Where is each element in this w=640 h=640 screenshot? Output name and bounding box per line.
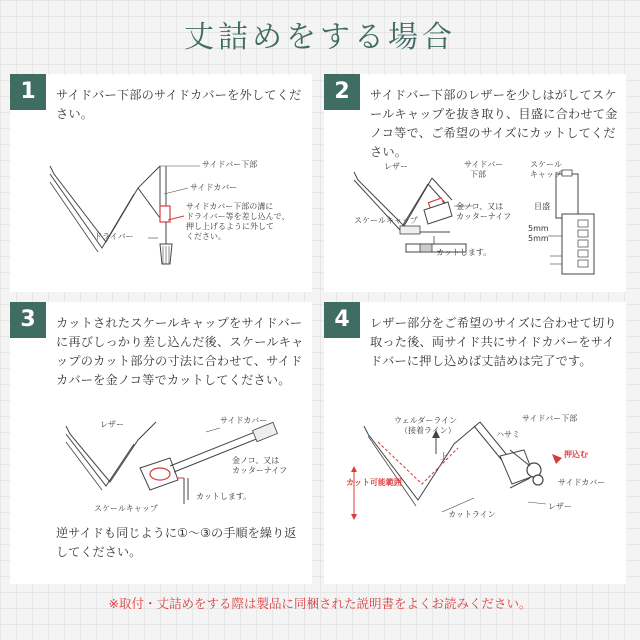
label-saw-1: 金ノコ、又は — [456, 202, 504, 211]
label-push-in: 押込む — [564, 450, 588, 459]
label-scale-cap-inline: スケールキャップ — [354, 216, 418, 225]
label-sidebar-bottom: サイドバー下部 — [202, 160, 258, 169]
label-cut-range: カット可能範囲 — [346, 478, 402, 487]
step-number: 1 — [10, 74, 46, 110]
label-welder-line-1: ウェルダーライン — [394, 416, 458, 425]
step-number: 2 — [324, 74, 360, 110]
step-1-illustration — [10, 160, 312, 284]
label-side-cover: サイドカバー — [558, 478, 606, 487]
step-card-1 — [10, 74, 312, 292]
label-sidebar-bottom-2: 下部 — [470, 170, 486, 179]
label-saw-2: カッターナイフ — [456, 212, 512, 221]
label-saw-2: カッターナイフ — [232, 466, 288, 475]
step-instruction: レザー部分をご希望のサイズに合わせて切り取った後、両サイド共にサイドカバーをサイドバーに押し込めば丈詰めは完了です。 — [370, 316, 617, 368]
label-scissors: ハサミ — [496, 430, 520, 439]
label-scale: 目盛 — [534, 202, 550, 211]
label-note-line2: ドライバー等を差し込んで、 — [186, 212, 290, 221]
label-sidebar-bottom-1: サイドバー — [464, 160, 504, 169]
label-screwdriver: ドライバー — [94, 232, 134, 241]
label-cut: カットします。 — [436, 248, 492, 257]
step-card-4 — [324, 302, 626, 584]
label-note-line3: 押し上げるように外して — [186, 222, 274, 231]
step-number: 3 — [10, 302, 46, 338]
label-up: 上 — [440, 452, 448, 461]
label-leather: レザー — [100, 420, 124, 429]
scale-cap-cut-drawing — [324, 166, 626, 290]
repeat-note: 逆サイドも同じように①～③の手順を繰り返してください。 — [56, 526, 297, 559]
step-card-2 — [324, 74, 626, 292]
footer-warning: ※取付・丈詰めをする際は製品に同梱された説明書をよくお読みください。 — [108, 596, 532, 611]
label-side-cover: サイドカバー — [220, 416, 268, 425]
label-sidebar-bottom: サイドバー下部 — [522, 414, 578, 423]
label-side-cover: サイドカバー — [190, 183, 238, 192]
label-5mm-a: 5mm — [528, 224, 549, 233]
label-welder-line-2: （接着ライン） — [400, 426, 456, 435]
label-5mm-b: 5mm — [528, 234, 549, 243]
label-cut-line: カットライン — [448, 510, 496, 519]
label-leather: レザー — [548, 502, 572, 511]
label-scale-cap: スケールキャップ — [94, 504, 158, 513]
label-note-line1: サイドカバー下部の溝に — [186, 202, 274, 211]
step-3-illustration — [10, 416, 312, 520]
step-instruction: サイドバー下部のレザーを少しはがしてスケールキャップを抜き取り、目盛に合わせて金ノコ等で、ご希望のサイズにカットしてください。 — [370, 88, 618, 159]
label-cut: カットします。 — [196, 492, 252, 501]
label-saw-1: 金ノコ、又は — [232, 456, 280, 465]
step-card-3 — [10, 302, 312, 584]
label-scale-cap-2: キャップ — [530, 170, 562, 179]
label-scale-cap-1: スケール — [530, 160, 562, 169]
step-4-illustration — [324, 414, 626, 540]
label-note-line4: ください。 — [186, 232, 226, 241]
step-number: 4 — [324, 302, 360, 338]
step-2-illustration — [324, 160, 626, 290]
step-instruction: カットされたスケールキャップをサイドバーに再びしっかり差し込んだ後、スケールキャップのカット部分の寸法に合わせて、サイドカバーを金ノコ等でカットしてください。 — [56, 316, 304, 387]
label-leather: レザー — [384, 162, 408, 171]
step-instruction: サイドバー下部のサイドカバーを外してください。 — [56, 88, 302, 121]
page-title: 丈詰めをする場合 — [184, 20, 456, 55]
